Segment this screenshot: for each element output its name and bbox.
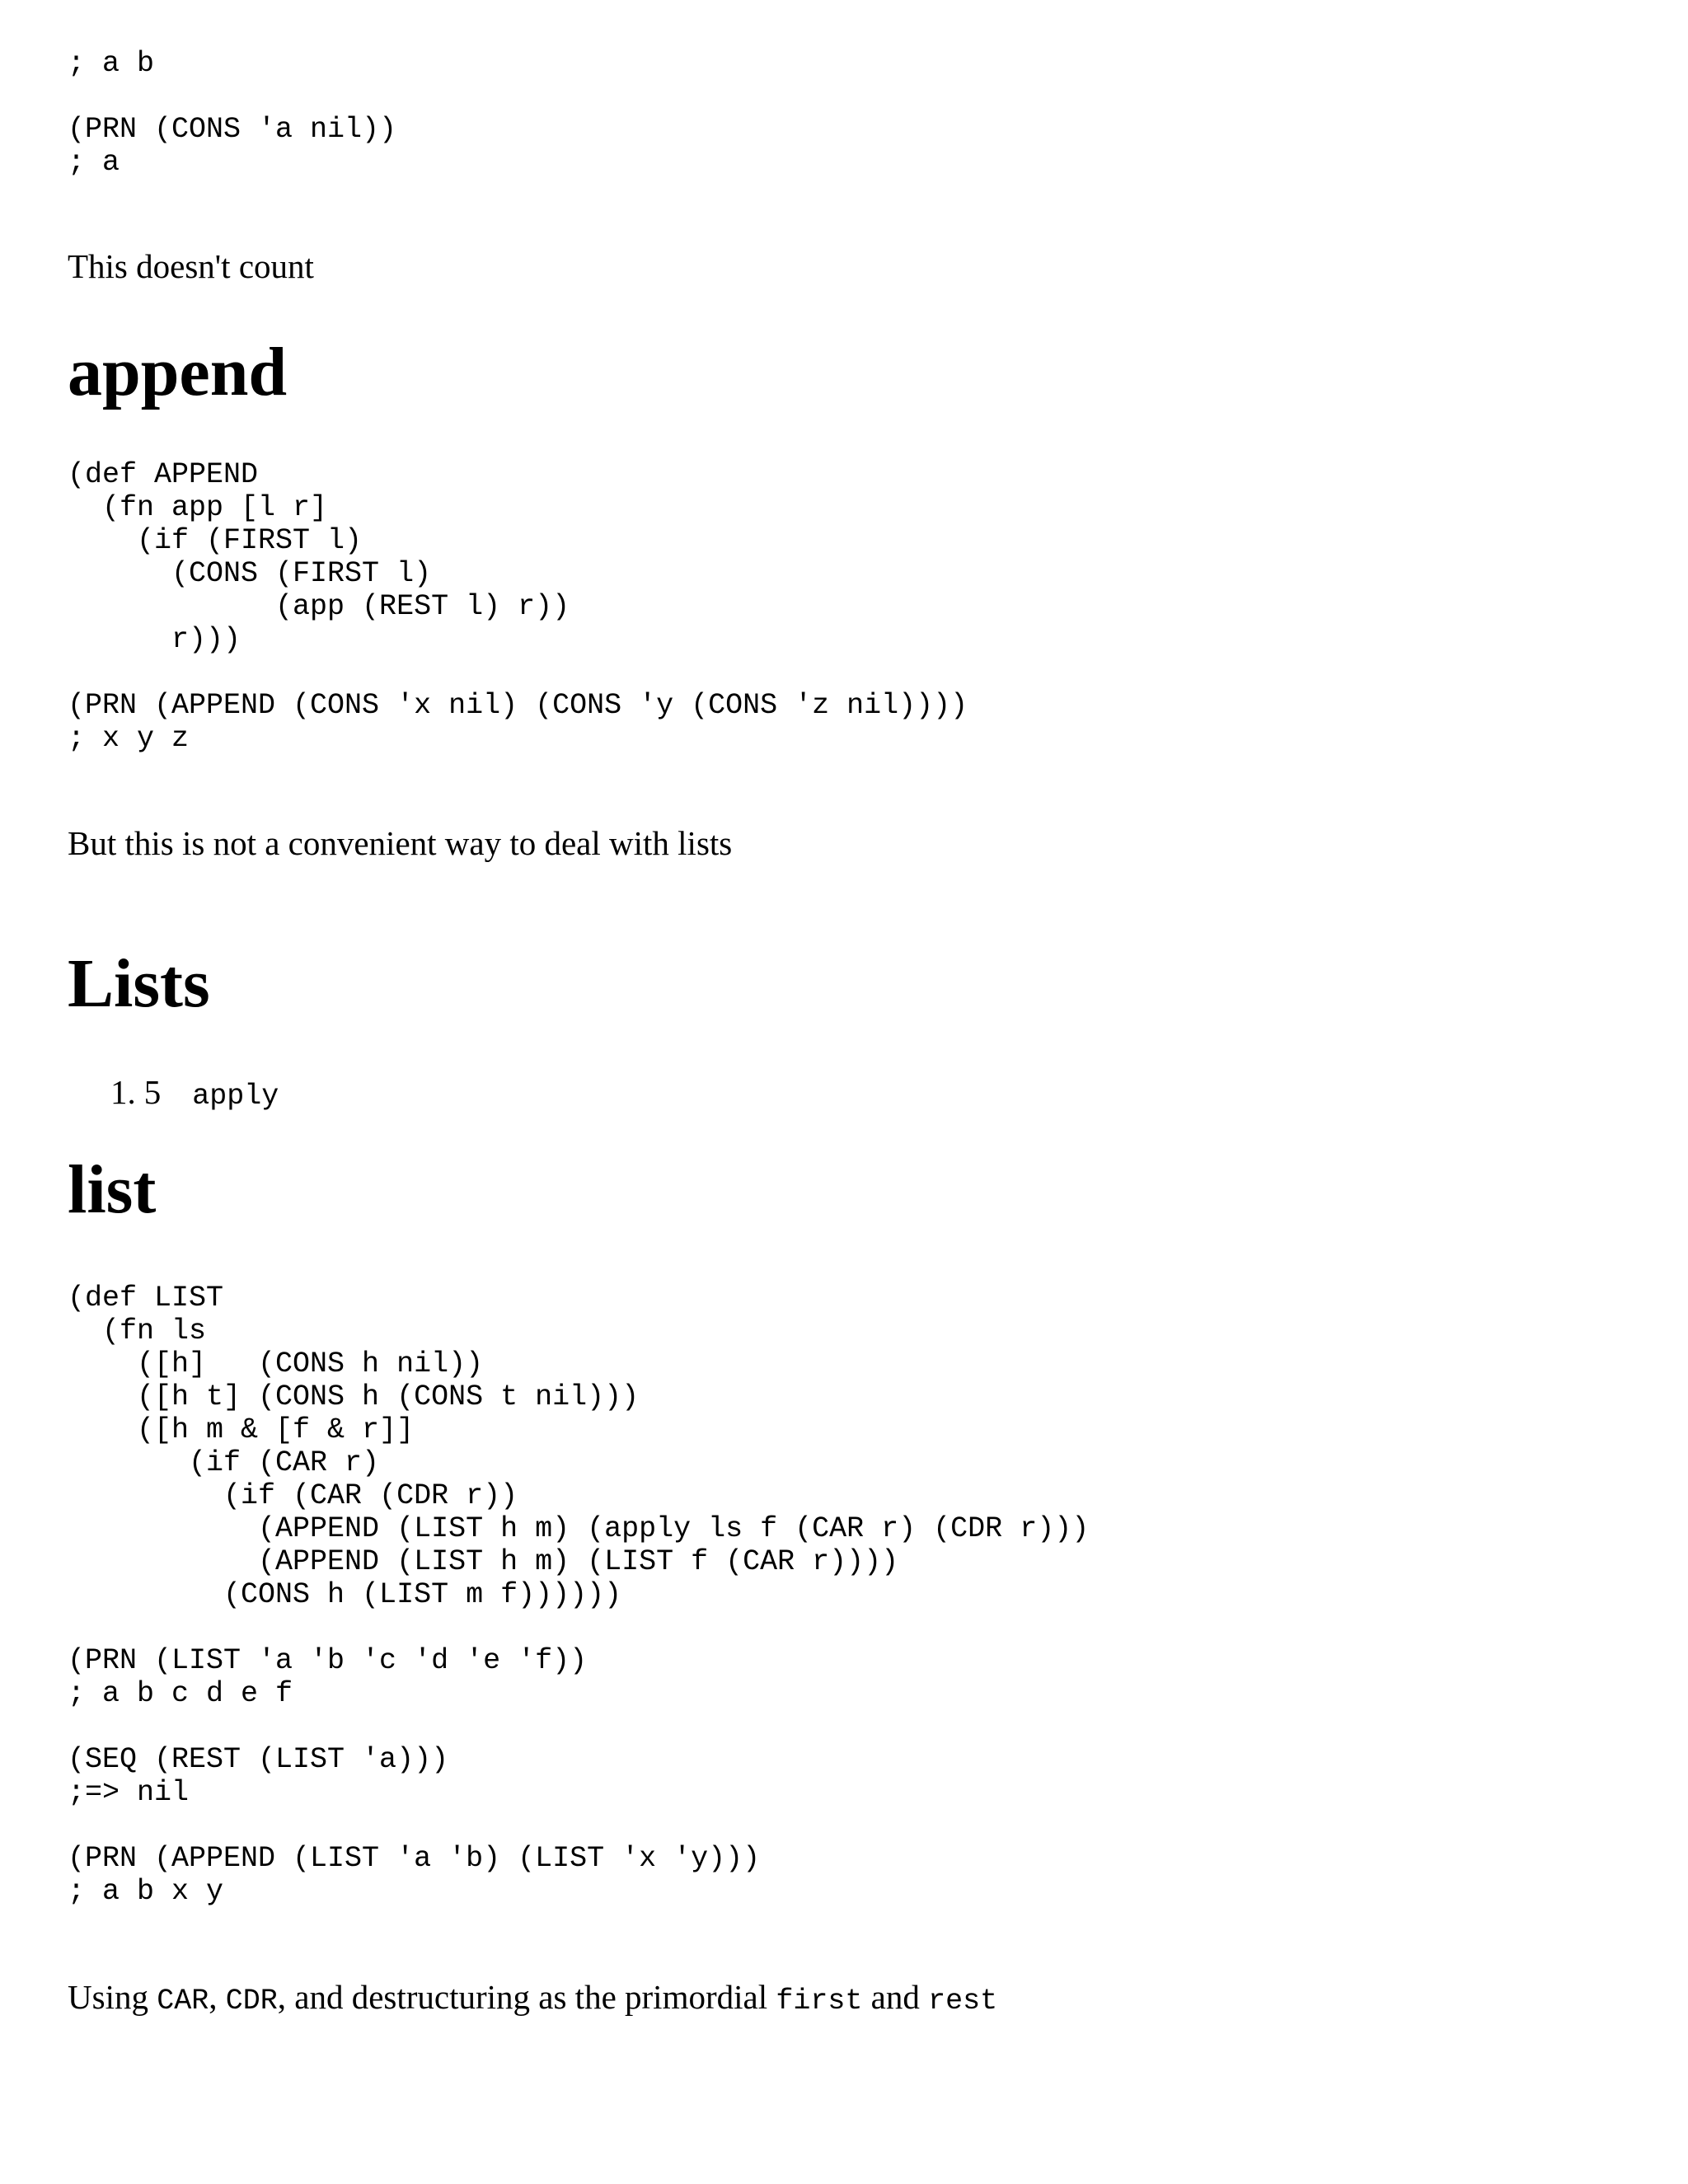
text-segment: Using: [68, 1978, 157, 2016]
paragraph-using-car-cdr: [68, 1976, 997, 2022]
list-item-code: apply: [192, 1080, 279, 1113]
list-item-number: 1.: [110, 1073, 136, 1111]
inline-code-cdr: CDR: [225, 1985, 278, 2018]
heading-append: append: [68, 334, 288, 410]
text-segment: , and destructuring as the primordial: [277, 1978, 776, 2016]
numbered-list: [110, 1071, 279, 1117]
inline-code-rest: rest: [928, 1985, 998, 2018]
paragraph-doesnt-count: This doesn't count: [68, 247, 314, 285]
code-block-cons-example: ; a b (PRN (CONS 'a nil)) ; a: [68, 47, 397, 179]
list-item-version: 5: [143, 1073, 162, 1111]
inline-code-first: first: [776, 1985, 863, 2018]
paragraph-not-convenient: But this is not a convenient way to deal with lists: [68, 824, 733, 862]
text-segment: ,: [209, 1978, 226, 2016]
text-segment: and: [862, 1978, 929, 2016]
code-block-append: (def APPEND (fn app [l r] (if (FIRST l) (CONS (FIRST l) (app (REST l) r)) r))) (PRN (APPEND (CONS 'x nil) (CONS 'y (CONS 'z nil)))) ; x y z: [68, 458, 968, 755]
code-block-list: (def LIST (fn ls ([h] (CONS h nil)) ([h t] (CONS h (CONS t nil))) ([h m & [f & r]] (if (CAR r) (if (CAR (CDR r)) (APPEND (LIST h m) (apply ls f (CAR r) (CDR r))) (APPEND (LIST h m) (LIST f (CAR r)))) (CONS h (LIST m f)))))) (PRN (LIST 'a 'b 'c 'd 'e 'f)) ; a b c d e f (SEQ (REST (LIST 'a))) ;=> nil (PRN (APPEND (LIST 'a 'b) (LIST 'x 'y))) ; a b x y: [68, 1282, 1090, 1908]
inline-code-car: CAR: [157, 1985, 209, 2018]
heading-lists: Lists: [68, 945, 210, 1022]
heading-list: list: [68, 1151, 157, 1228]
